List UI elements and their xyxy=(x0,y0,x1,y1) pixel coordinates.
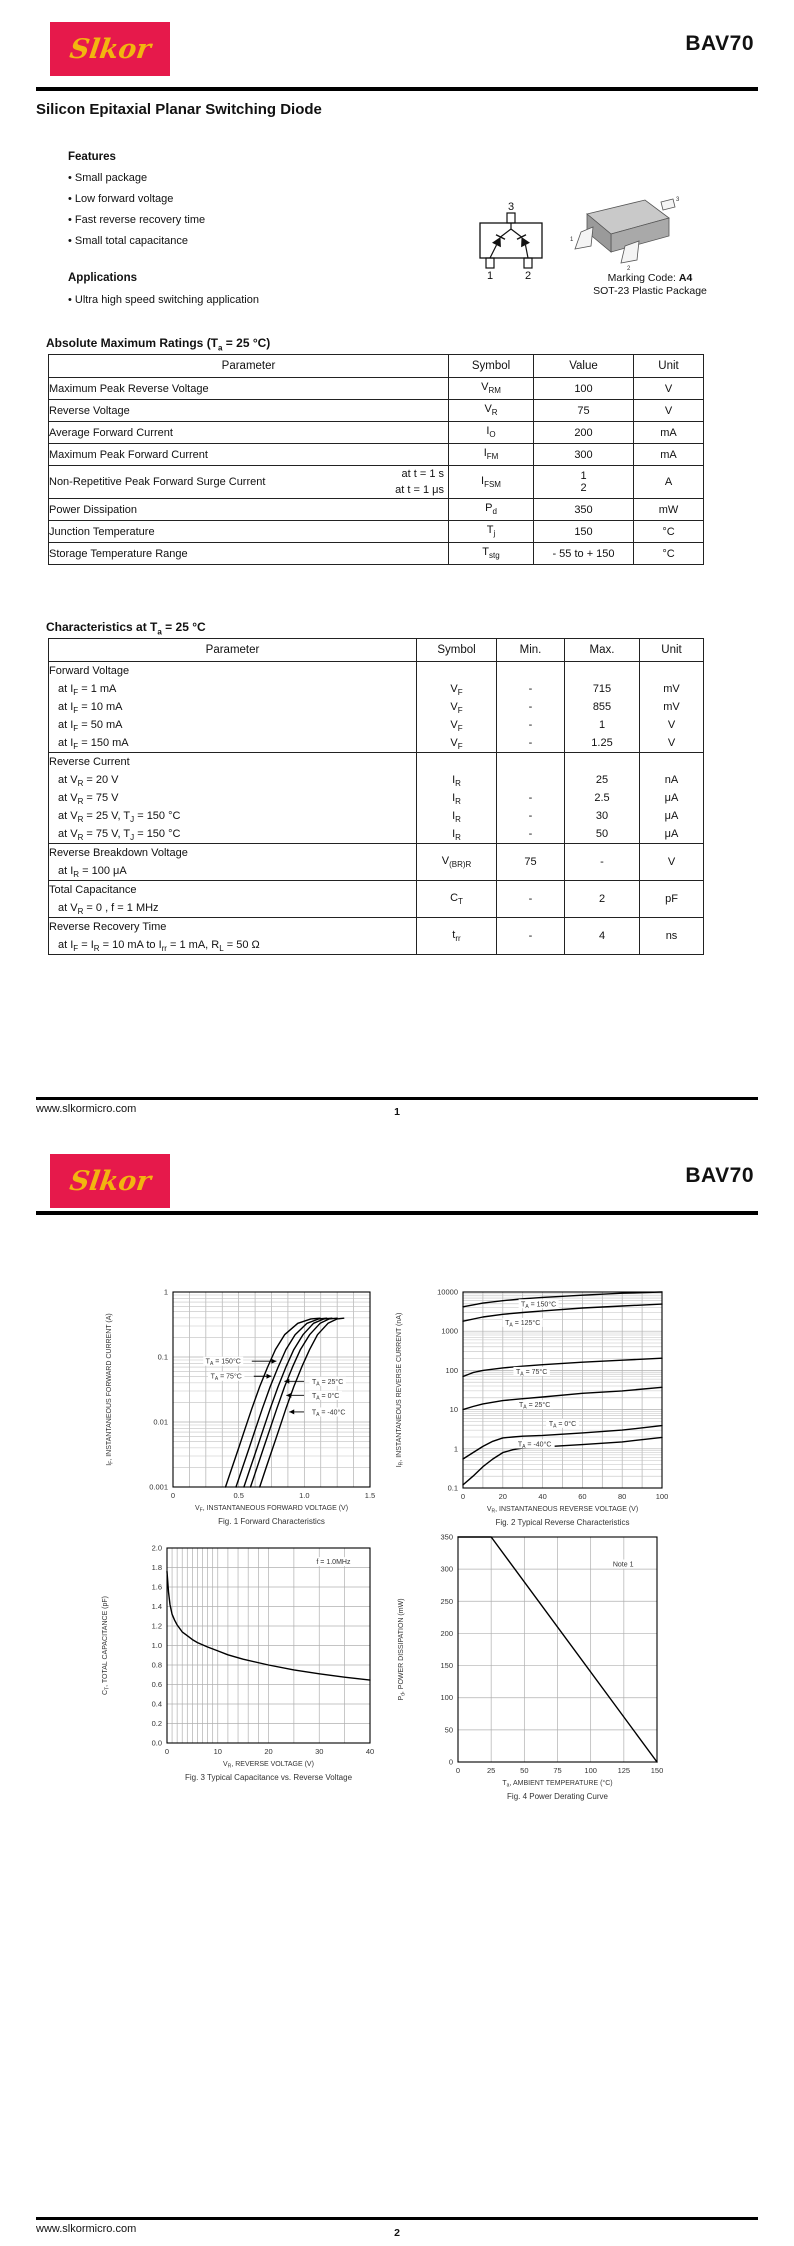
y-tick-label: 250 xyxy=(440,1596,453,1606)
x-tick-label: 60 xyxy=(578,1492,587,1501)
amr-table-title: Absolute Maximum Ratings ($T_a = 25$ °C) xyxy=(46,336,271,353)
bullet-item: • Ultra high speed switching application xyxy=(68,294,259,306)
x-tick-label: 40 xyxy=(365,1747,375,1756)
figure-3-capacitance-vs-reverse-voltage xyxy=(85,1534,390,1801)
value-cell: - 55 to + 150 xyxy=(534,543,634,565)
header-rule xyxy=(36,87,758,91)
marking-code-label: Marking Code: xyxy=(607,272,679,284)
y-tick-label: 100 xyxy=(445,1365,458,1375)
part-number-title: BAV70 xyxy=(685,1164,754,1187)
bullet-item: • Low forward voltage xyxy=(68,193,174,205)
absolute-maximum-ratings-table xyxy=(48,354,704,565)
y-tick-label: 200 xyxy=(440,1628,453,1638)
figure-caption: Fig. 4 Power Derating Curve xyxy=(507,1792,608,1801)
unit-cell: mV mV V V xyxy=(640,662,704,753)
symbol-cell: $I_{FM}$ xyxy=(449,444,534,466)
brand-logo xyxy=(50,1154,170,1208)
y-tick-label: 0.01 xyxy=(153,1417,168,1427)
min-cell: 75 xyxy=(497,844,565,881)
bullet-item: • Small package xyxy=(68,172,148,184)
website-link-page1[interactable]: www.slkormicro.com xyxy=(36,1103,137,1115)
y-tick-label: 0.4 xyxy=(151,1699,162,1709)
curve-label: $T_A = 150^\circ C$ xyxy=(205,1358,241,1368)
x-axis-label: $T_a$, AMBIENT TEMPERATURE (°C) xyxy=(502,1780,613,1789)
applications-heading: Applications xyxy=(68,272,138,284)
characteristics-table-title: Characteristics at $T_a = 25$ °C xyxy=(46,620,206,637)
x-tick-label: 25 xyxy=(486,1766,496,1775)
x-tick-label: 0 xyxy=(164,1747,170,1756)
y-tick-label: 0.8 xyxy=(151,1660,162,1670)
value-cell: 1 2 xyxy=(534,466,634,499)
y-tick-label: 300 xyxy=(440,1564,453,1574)
y-tick-label: 2.0 xyxy=(151,1543,162,1553)
symbol-cell: $T_j$ xyxy=(449,521,534,543)
symbol-cell: $I_R$ $I_R$ $I_R$ $I_R$ xyxy=(417,753,497,844)
y-tick-label: 1 xyxy=(453,1444,458,1454)
fig3-chart xyxy=(85,1534,390,1796)
parameter-cell: Forward Voltage at $I_F = 1$ mA at $I_F = 10$ mA at $I_F = 50$ mA at $I_F = 150$ mA xyxy=(49,662,417,753)
y-tick-label: 50 xyxy=(444,1725,453,1735)
marking-code-value: A4 xyxy=(678,272,693,284)
x-tick-label: 75 xyxy=(553,1766,562,1775)
parameter-cell: Non-Repetitive Peak Forward Surge Current at t = 1 s at t = 1 μs xyxy=(49,466,449,499)
max-cell: 25 2.5 30 50 xyxy=(565,753,640,844)
x-tick-label: 40 xyxy=(538,1492,547,1501)
symbol-cell: $V_{RM}$ xyxy=(449,378,534,400)
lead-1 xyxy=(575,227,593,249)
page-number-1: 1 xyxy=(394,1106,400,1118)
figure-caption: Fig. 2 Typical Reverse Characteristics xyxy=(495,1518,630,1527)
y-tick-label: 0.6 xyxy=(151,1680,162,1689)
fig1-chart xyxy=(85,1278,390,1540)
y-tick-label: 150 xyxy=(440,1661,453,1671)
figure-caption: Fig. 3 Typical Capacitance vs. Reverse Voltage xyxy=(184,1773,353,1782)
pin1-label: 1 xyxy=(486,270,494,280)
unit-cell: V xyxy=(634,400,704,422)
pin2-label: 2 xyxy=(524,270,532,280)
table-header: Symbol xyxy=(417,639,497,662)
table-header: Parameter xyxy=(49,639,417,662)
curve-label: f = 1.0MHz xyxy=(316,1559,351,1567)
y-tick-label: 1.8 xyxy=(151,1563,162,1572)
parameter-cell: Junction Temperature xyxy=(49,521,449,543)
parameter-cell: Maximum Peak Reverse Voltage xyxy=(49,378,449,400)
x-tick-label: 125 xyxy=(617,1766,631,1775)
x-tick-label: 100 xyxy=(655,1492,669,1501)
features-list xyxy=(68,168,205,252)
min-cell: - - - xyxy=(497,753,565,844)
table-header: Symbol xyxy=(449,355,534,378)
value-cell: 75 xyxy=(534,400,634,422)
parameter-cell: Reverse Voltage xyxy=(49,400,449,422)
value-cell: 100 xyxy=(534,378,634,400)
value-cell: 300 xyxy=(534,444,634,466)
parameter-cell: Total Capacitance at $V_R = 0$ , f = 1 MHz xyxy=(49,881,417,918)
x-tick-label: 150 xyxy=(650,1766,664,1775)
document-subtitle: Silicon Epitaxial Planar Switching Diode xyxy=(36,101,322,118)
curve-label: $T_A = 125^\circ C$ xyxy=(505,1319,541,1329)
curve-label: $T_A = 150^\circ C$ xyxy=(521,1301,557,1310)
unit-cell: pF xyxy=(640,881,704,918)
applications-list xyxy=(68,290,259,311)
y-tick-label: 100 xyxy=(440,1693,453,1703)
brand-logo xyxy=(50,22,170,76)
curve-label: $T_A = -40^\circ C$ xyxy=(311,1409,346,1418)
pin3-label: 3 xyxy=(507,201,515,213)
brand-logo-text: Slkor xyxy=(67,33,153,65)
package-marking xyxy=(540,272,760,298)
y-tick-label: 1.4 xyxy=(151,1602,162,1611)
lead3-number: 3 xyxy=(676,197,680,203)
table-header: Max. xyxy=(565,639,640,662)
x-tick-label: 50 xyxy=(520,1766,529,1775)
y-axis-label: $I_F$, INSTANTANEOUS FORWARD CURRENT (A) xyxy=(106,1313,115,1466)
symbol-cell: $I_{FSM}$ xyxy=(449,466,534,499)
y-tick-label: 350 xyxy=(440,1532,453,1542)
fig4-chart xyxy=(385,1526,700,1818)
footer-rule-page2 xyxy=(36,2217,758,2220)
unit-cell: mA xyxy=(634,444,704,466)
y-tick-label: 0.1 xyxy=(157,1352,168,1362)
figure-4-power-derating-curve xyxy=(385,1526,700,1823)
curve-label: $T_A = 25^\circ C$ xyxy=(312,1378,344,1388)
min-cell: - - - - xyxy=(497,662,565,753)
bullet-item: • Fast reverse recovery time xyxy=(68,214,206,226)
table-header: Min. xyxy=(497,639,565,662)
y-tick-label: 10 xyxy=(449,1405,458,1415)
x-tick-label: 0.5 xyxy=(233,1491,244,1500)
brand-logo-text: Slkor xyxy=(67,1165,153,1197)
y-tick-label: 1000 xyxy=(441,1326,458,1336)
y-tick-label: 0.1 xyxy=(447,1483,458,1493)
sot23-package-drawing xyxy=(565,194,685,272)
y-tick-label: 0 xyxy=(448,1757,453,1767)
max-cell: - xyxy=(565,844,640,881)
symbol-cell: $V_R$ xyxy=(449,400,534,422)
curve-label: $T_A = 0^\circ C$ xyxy=(311,1392,340,1402)
symbol-cell: $t_{rr}$ xyxy=(417,918,497,955)
max-cell: 2 xyxy=(565,881,640,918)
value-cell: 350 xyxy=(534,499,634,521)
curve-label: $T_A = 25^\circ C$ xyxy=(519,1402,551,1411)
symbol-cell: $C_T$ xyxy=(417,881,497,918)
value-cell: 150 xyxy=(534,521,634,543)
y-axis-label: $C_T$, TOTAL CAPACITANCE (pF) xyxy=(102,1595,111,1696)
symbol-cell: $I_O$ xyxy=(449,422,534,444)
table-header: Unit xyxy=(634,355,704,378)
unit-cell: mW xyxy=(634,499,704,521)
x-axis-label: $V_F$, INSTANTANEOUS FORWARD VOLTAGE (V) xyxy=(194,1505,349,1514)
x-tick-label: 0 xyxy=(170,1491,176,1500)
x-tick-label: 30 xyxy=(315,1747,324,1756)
curve-label: $T_A = -40^\circ C$ xyxy=(517,1441,552,1450)
curve-label: $T_A = 75^\circ C$ xyxy=(516,1368,548,1378)
parameter-cell: Reverse Breakdown Voltage at $I_R = 100$ μA xyxy=(49,844,417,881)
symbol-cell: $V_{(BR)R}$ xyxy=(417,844,497,881)
website-link-page2[interactable]: www.slkormicro.com xyxy=(36,2223,137,2235)
x-tick-label: 0 xyxy=(460,1492,466,1501)
lead1-number: 1 xyxy=(570,237,574,243)
features-heading: Features xyxy=(68,151,116,163)
curve-label: $T_A = 0^\circ C$ xyxy=(548,1420,577,1430)
y-axis-label: $I_R$, INSTANTANEOUS REVERSE CURRENT (nA) xyxy=(396,1312,405,1468)
unit-cell: V xyxy=(634,378,704,400)
bullet-item: • Small total capacitance xyxy=(68,235,189,247)
min-cell: - xyxy=(497,918,565,955)
parameter-cell: Reverse Recovery Time at $I_F = I_R = 10$ mA to $I_{rr} = 1$ mA, $R_L = 50$ Ω xyxy=(49,918,417,955)
x-tick-label: 20 xyxy=(498,1492,507,1501)
parameter-cell: Average Forward Current xyxy=(49,422,449,444)
figure-2-typical-reverse-characteristics xyxy=(388,1278,700,1545)
unit-cell: °C xyxy=(634,521,704,543)
parameter-cell: Power Dissipation xyxy=(49,499,449,521)
symbol-cell: $V_F$ $V_F$ $V_F$ $V_F$ xyxy=(417,662,497,753)
y-axis-label: $P_d$, POWER DISSIPATION (mW) xyxy=(398,1598,407,1701)
package-name: SOT-23 Plastic Package xyxy=(593,285,707,297)
unit-cell: A xyxy=(634,466,704,499)
unit-cell: mA xyxy=(634,422,704,444)
y-tick-label: 10000 xyxy=(437,1287,458,1297)
lead-3 xyxy=(661,199,675,210)
y-tick-label: 0.2 xyxy=(151,1719,162,1728)
lead2-number: 2 xyxy=(627,266,631,272)
fig2-chart xyxy=(388,1278,700,1540)
x-tick-label: 80 xyxy=(618,1492,627,1501)
parameter-cell: Reverse Current at $V_R = 20$ V at $V_R = 75$ V at $V_R = 25$ V, $T_J = 150$ °C at $V_R = 75$ V, $T_J = 150$ °C xyxy=(49,753,417,844)
page-number-2: 2 xyxy=(394,2227,400,2239)
max-cell: 715 855 1 1.25 xyxy=(565,662,640,753)
max-cell: 4 xyxy=(565,918,640,955)
x-tick-label: 0 xyxy=(455,1766,461,1775)
y-tick-label: 0.0 xyxy=(151,1738,162,1748)
symbol-cell: $T_{stg}$ xyxy=(449,543,534,565)
y-tick-label: 1.6 xyxy=(151,1582,162,1592)
table-header: Parameter xyxy=(49,355,449,378)
x-tick-label: 20 xyxy=(264,1747,273,1756)
parameter-cell: Storage Temperature Range xyxy=(49,543,449,565)
x-axis-label: $V_R$, INSTANTANEOUS REVERSE VOLTAGE (V) xyxy=(486,1506,639,1515)
parameter-cell: Maximum Peak Forward Current xyxy=(49,444,449,466)
curve-label: $T_A = 75^\circ C$ xyxy=(210,1373,242,1383)
dual-diode-symbol xyxy=(470,196,550,280)
y-tick-label: 1.2 xyxy=(151,1621,162,1631)
unit-cell: ns xyxy=(640,918,704,955)
footer-rule-page1 xyxy=(36,1097,758,1100)
x-tick-label: 10 xyxy=(213,1747,222,1756)
unit-cell: nA μA μA μA xyxy=(640,753,704,844)
x-tick-label: 100 xyxy=(584,1766,597,1775)
y-tick-label: 0.001 xyxy=(149,1482,168,1492)
unit-cell: °C xyxy=(634,543,704,565)
figure-caption: Fig. 1 Forward Characteristics xyxy=(218,1517,325,1526)
symbol-cell: $P_d$ xyxy=(449,499,534,521)
x-axis-label: $V_R$, REVERSE VOLTAGE (V) xyxy=(223,1761,314,1770)
part-number-title: BAV70 xyxy=(685,32,754,55)
unit-cell: V xyxy=(640,844,704,881)
value-cell: 200 xyxy=(534,422,634,444)
table-header: Unit xyxy=(640,639,704,662)
min-cell: - xyxy=(497,881,565,918)
y-tick-label: 1.0 xyxy=(151,1641,162,1650)
y-tick-label: 1 xyxy=(163,1287,168,1297)
figure-1-forward-characteristics xyxy=(85,1278,390,1545)
x-tick-label: 1.0 xyxy=(299,1491,310,1500)
curve-label: Note 1 xyxy=(612,1561,634,1569)
x-tick-label: 1.5 xyxy=(364,1491,376,1500)
header-rule-page2 xyxy=(36,1211,758,1215)
table-header: Value xyxy=(534,355,634,378)
characteristics-table xyxy=(48,638,704,955)
